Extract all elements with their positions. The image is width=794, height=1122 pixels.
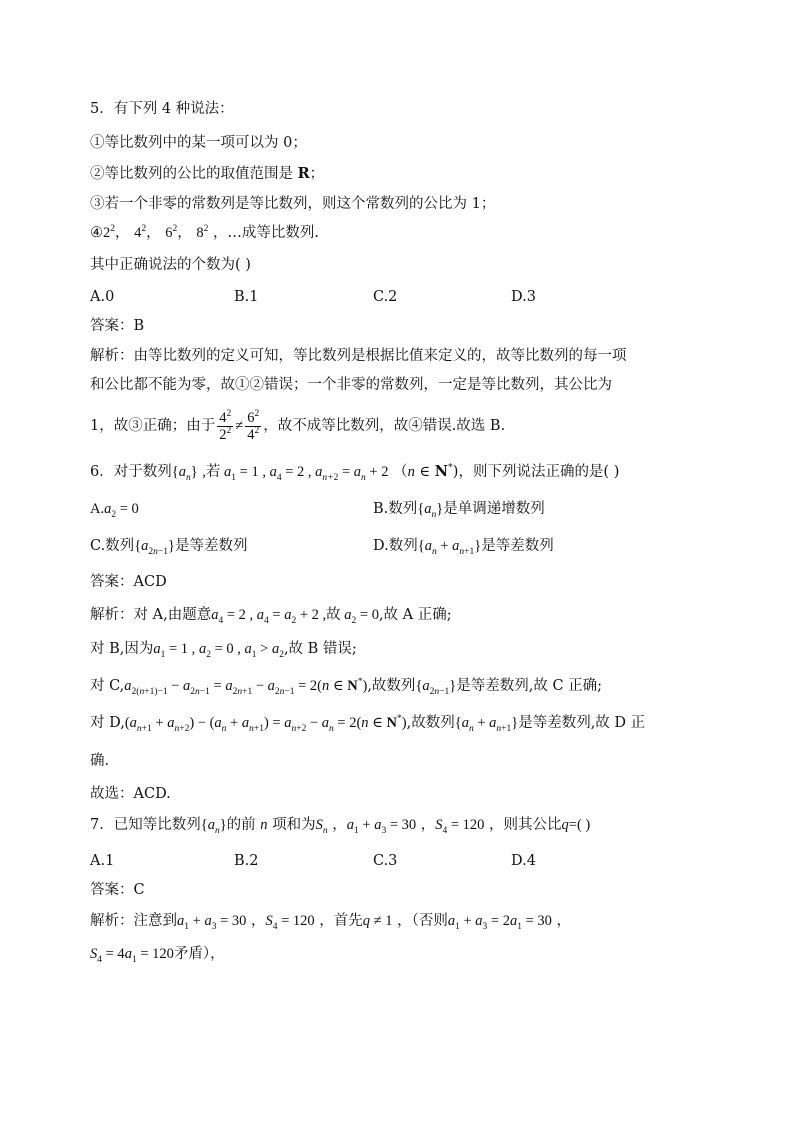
q6-analysis-d: 对 $D,(a_{n+1} + a_{n+2}) - (a_n + a_{n+1}) = a_{n+2} - a_n = 2(n$ ∈ N*),故数列$\{a_n + a_{n+1}\}$是等差数列,故 D 正 — [90, 714, 646, 734]
q6-option-a: $A.a_2 = 0$ — [90, 501, 139, 520]
q6-analysis-a: 解析：对 A,由题意$a_4 = 2$ , $a_4 = a_2 + 2$ ,故 $a_2 = 0$,故 A 正确; — [90, 607, 452, 626]
q5-option-d: D.3 — [511, 289, 536, 305]
fraction-6sq-over-4sq: $\frac{6^2}{4^2}$ — [247, 408, 260, 443]
q6-answer: 答案：ACD — [90, 574, 167, 590]
q5-option-b: B.1 — [234, 289, 259, 305]
q5-statement-3: ③若一个非零的常数列是等比数列，则这个常数列的公比为 1； — [90, 196, 496, 212]
q7-analysis-line1: 解析：注意到$a_1 + a_3 = 30$ ，$S_4 = 120$ ，首先q ≠ 1 ，（否则$a_1 + a_3 = 2a_1 = 30$ ， — [90, 913, 572, 932]
q5-option-c: C.2 — [373, 289, 398, 305]
q5-statement-4: $④2^2$， $4^2$， $6^2$， $8^2$ ，…成等比数列. — [90, 224, 320, 241]
q6-analysis-d-continued: 确. — [90, 753, 110, 769]
q6-option-c: C.数列$\{a_{2n-1}\}$是等差数列 — [90, 538, 248, 557]
q5-answer: 答案：B — [90, 318, 145, 334]
q7-stem: 7．已知等比数列$\{a_n\}$的前 n 项和为$S_n$ ，$a_1 + a_3 = 30$ ，$S_4 = 120$ ，则其公比q=( ) — [90, 817, 591, 836]
q7-answer: 答案：C — [90, 882, 145, 898]
q5-option-a: A.0 — [90, 289, 115, 305]
q7-option-d: D.4 — [511, 853, 536, 869]
q5-analysis-line1: 解析：由等比数列的定义可知，等比数列是根据比值来定义的，故等比数列的每一项 — [90, 348, 627, 364]
q5-analysis-line3: 1，故③正确；由于 $\frac{4^2}{2^2}$ ≠ $\frac{6^2}{4^2}$ ，故不成等比数列，故④错误.故选 B. — [90, 408, 506, 443]
q7-analysis-line2: $S_4 = 4a_1 = 120$矛盾）， — [90, 946, 225, 965]
q6-analysis-b: 对 B,因为$a_1 = 1$ , $a_2 = 0$ , $a_1 > a_2$,故 B 错误; — [90, 641, 357, 660]
q5-stem: 5．有下列 4 种说法： — [90, 101, 234, 117]
q6-analysis-c: 对 $C,a_{2(n+1)-1} - a_{2n-1} = a_{2n+1} - a_{2n-1} = 2(n$ ∈ N*),故数列$\{a_{2n-1}\}$是等差数列,故 C 正确; — [90, 677, 603, 697]
q5-question: 其中正确说法的个数为( ) — [90, 257, 251, 273]
q5-statement-2: ②等比数列的公比的取值范围是 R； — [90, 165, 325, 182]
q6-option-d: D.数列$\{a_n + a_{n+1}\}$是等差数列 — [373, 538, 554, 557]
q6-stem: 6．对于数列$\{a_n\}$ ,若 $a_1 = 1$ , $a_4 = 2$ , $a_{n+2} = a_n + 2$ （n ∈ N*)，则下列说法正确的是( ) — [90, 462, 620, 483]
fraction-4sq-over-2sq: $\frac{4^2}{2^2}$ — [219, 408, 232, 443]
q6-option-b: B.数列$\{a_n\}$是单调递增数列 — [373, 501, 545, 520]
q6-final-choice: 故选：ACD. — [90, 786, 171, 802]
q5-analysis-line2: 和公比都不能为零，故①②错误；一个非零的常数列，一定是等比数列，其公比为 — [90, 377, 612, 393]
q5-statement-1: ①等比数列中的某一项可以为 0； — [90, 135, 307, 151]
q7-option-b: B.2 — [234, 853, 259, 869]
q7-option-c: C.3 — [373, 853, 398, 869]
q7-option-a: A.1 — [90, 853, 115, 869]
